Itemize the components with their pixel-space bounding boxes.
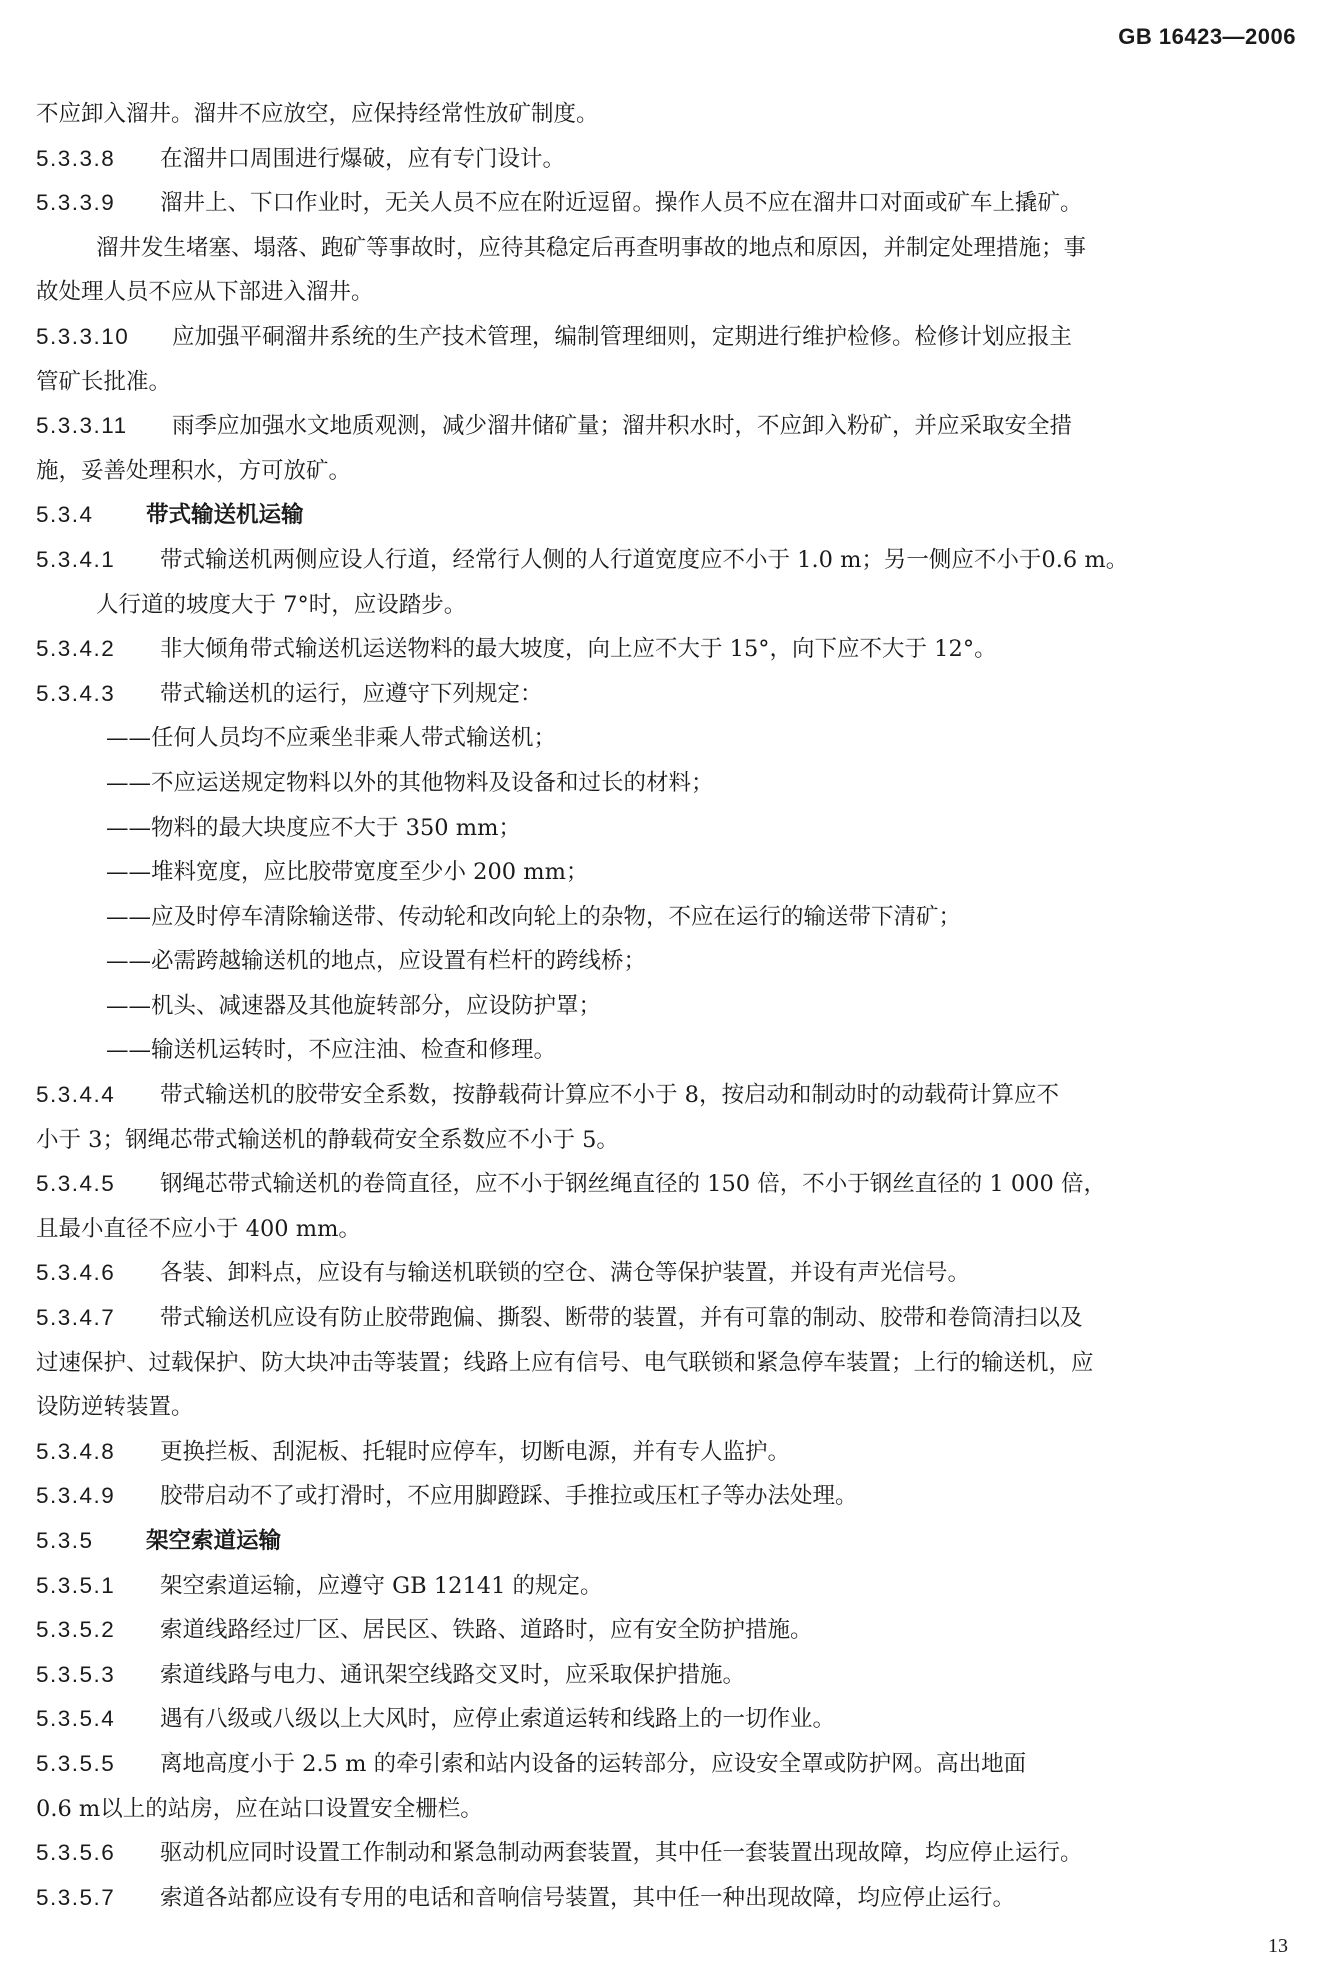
clause-text: 人行道的坡度大于 7°时，应设踏步。 xyxy=(96,591,467,618)
list-item xyxy=(36,761,1294,806)
paragraph-line xyxy=(36,92,1294,137)
paragraph-line xyxy=(36,583,1294,628)
paragraph-line xyxy=(36,449,1294,494)
list-item xyxy=(36,939,1294,984)
clause-number: 5.3.5.5 xyxy=(36,1750,116,1776)
clause-text: 驱动机应同时设置工作制动和紧急制动两套装置，其中任一套装置出现故障，均应停止运行。 xyxy=(160,1840,1083,1867)
clause-text: 过速保护、过载保护、防大块冲击等装置；线路上应有信号、电气联锁和紧急停车装置；上行的输送机，应 xyxy=(36,1349,1094,1376)
clause-number: 5.3.5.4 xyxy=(36,1706,116,1732)
section-heading xyxy=(36,1519,1294,1564)
clause-number: 5.3.3.11 xyxy=(36,413,128,439)
clause-text: 钢绳芯带式输送机的卷筒直径，应不小于钢丝绳直径的 150 倍，不小于钢丝直径的 1 000 倍， xyxy=(160,1171,1106,1198)
paragraph-line xyxy=(36,1385,1294,1430)
clause-line xyxy=(36,315,1294,360)
clause-text: 非大倾角带式输送机运送物料的最大坡度，向上应不大于 15°，向下应不大于 12°。 xyxy=(160,636,997,663)
clause-text: 带式输送机的运行，应遵守下列规定： xyxy=(160,680,543,707)
clause-line xyxy=(36,1162,1294,1207)
clause-text: 在溜井口周围进行爆破，应有专门设计。 xyxy=(160,145,566,172)
clause-text: ——堆料宽度，应比胶带宽度至少小 200 mm； xyxy=(106,859,589,886)
paragraph-line xyxy=(36,1207,1294,1252)
clause-line xyxy=(36,627,1294,672)
clause-number: 5.3.4.8 xyxy=(36,1438,116,1464)
clause-line xyxy=(36,1251,1294,1296)
list-item xyxy=(36,1028,1294,1073)
list-item xyxy=(36,984,1294,1029)
list-item xyxy=(36,895,1294,940)
clause-number: 5.3.4.7 xyxy=(36,1305,116,1331)
clause-number: 5.3.5.2 xyxy=(36,1617,116,1643)
paragraph-line xyxy=(36,360,1294,405)
paragraph-line xyxy=(36,1118,1294,1163)
section-title: 带式输送机运输 xyxy=(146,502,304,529)
clause-text: 不应卸入溜井。溜井不应放空，应保持经常性放矿制度。 xyxy=(36,101,599,127)
clause-number: 5.3.5.6 xyxy=(36,1840,116,1866)
clause-text: 溜井发生堵塞、塌落、跑矿等事故时，应待其稳定后再查明事故的地点和原因，并制定处理措施；事 xyxy=(96,234,1087,261)
clause-text: 带式输送机的胶带安全系数，按静载荷计算应不小于 8，按启动和制动时的动载荷计算应不 xyxy=(160,1082,1059,1109)
clause-text: ——物料的最大块度应不大于 350 mm； xyxy=(106,814,521,841)
clause-text: ——任何人员均不应乘坐非乘人带式输送机； xyxy=(106,725,557,752)
clause-line xyxy=(36,672,1294,717)
page-number: 13 xyxy=(1268,1935,1288,1957)
list-item xyxy=(36,806,1294,851)
clause-number: 5.3.3.9 xyxy=(36,190,116,216)
clause-number: 5.3.4.2 xyxy=(36,636,116,662)
section-number: 5.3.5 xyxy=(36,1528,94,1553)
clause-line xyxy=(36,1564,1294,1609)
clause-number: 5.3.3.8 xyxy=(36,145,116,171)
clause-number: 5.3.4.3 xyxy=(36,680,116,706)
list-item xyxy=(36,850,1294,895)
clause-text: ——机头、减速器及其他旋转部分，应设防护罩； xyxy=(106,992,602,1019)
clause-text: 小于 3；钢绳芯带式输送机的静载荷安全系数应不小于 5。 xyxy=(36,1126,619,1153)
clause-text: ——输送机运转时，不应注油、检查和修理。 xyxy=(106,1037,557,1064)
clause-text: 施，妥善处理积水，方可放矿。 xyxy=(36,457,352,484)
section-number: 5.3.4 xyxy=(36,502,94,528)
clause-line xyxy=(36,538,1294,583)
clause-line xyxy=(36,1073,1294,1118)
paragraph-line xyxy=(36,1341,1294,1386)
clause-number: 5.3.4.9 xyxy=(36,1483,116,1509)
clause-text: 索道各站都应设有专用的电话和音响信号装置，其中任一种出现故障，均应停止运行。 xyxy=(160,1884,1016,1911)
clause-line xyxy=(36,1697,1294,1742)
clause-text: ——不应运送规定物料以外的其他物料及设备和过长的材料； xyxy=(106,769,714,796)
clause-line xyxy=(36,181,1294,226)
clause-number: 5.3.4.1 xyxy=(36,546,116,572)
clause-line xyxy=(36,1608,1294,1653)
clause-line xyxy=(36,1430,1294,1475)
clause-line xyxy=(36,1876,1294,1921)
paragraph-line xyxy=(36,270,1294,315)
clause-text: 带式输送机应设有防止胶带跑偏、撕裂、断带的装置，并有可靠的制动、胶带和卷筒清扫以及 xyxy=(160,1305,1083,1332)
clause-text: 胶带启动不了或打滑时，不应用脚蹬踩、手推拉或压杠子等办法处理。 xyxy=(160,1483,858,1510)
clause-text: 架空索道运输，应遵守 GB 12141 的规定。 xyxy=(160,1572,603,1599)
clause-line xyxy=(36,1831,1294,1876)
section-heading xyxy=(36,493,1294,538)
clause-text: 故处理人员不应从下部进入溜井。 xyxy=(36,279,374,306)
section-title: 架空索道运输 xyxy=(146,1528,282,1554)
clause-text: 应加强平硐溜井系统的生产技术管理，编制管理细则，定期进行维护检修。检修计划应报主 xyxy=(172,323,1073,350)
clause-text: 带式输送机两侧应设人行道，经常行人侧的人行道宽度应不小于 1.0 m；另一侧应不小于0.6 m。 xyxy=(160,546,1129,573)
clause-text: 更换拦板、刮泥板、托辊时应停车，切断电源，并有专人监护。 xyxy=(160,1438,791,1465)
clause-text: ——应及时停车清除输送带、传动轮和改向轮上的杂物，不应在运行的输送带下清矿； xyxy=(106,903,962,930)
clause-line xyxy=(36,404,1294,449)
clause-number: 5.3.5.7 xyxy=(36,1884,116,1910)
clause-number: 5.3.5.3 xyxy=(36,1661,116,1687)
clause-text: 索道线路与电力、通讯架空线路交叉时，应采取保护措施。 xyxy=(160,1661,746,1688)
clause-text: 管矿长批准。 xyxy=(36,368,172,395)
clause-number: 5.3.5.1 xyxy=(36,1572,116,1598)
clause-line xyxy=(36,1742,1294,1787)
document-body xyxy=(36,92,1294,1920)
clause-text: 雨季应加强水文地质观测，减少溜井储矿量；溜井积水时，不应卸入粉矿，并应采取安全措 xyxy=(172,413,1073,440)
clause-text: 离地高度小于 2.5 m 的牵引索和站内设备的运转部分，应设安全罩或防护网。高出地面 xyxy=(160,1750,1027,1777)
clause-line xyxy=(36,1296,1294,1341)
clause-text: 溜井上、下口作业时，无关人员不应在附近逗留。操作人员不应在溜井口对面或矿车上撬矿。 xyxy=(160,190,1083,217)
clause-text: 遇有八级或八级以上大风时，应停止索道运转和线路上的一切作业。 xyxy=(160,1706,836,1733)
paragraph-line xyxy=(36,1787,1294,1832)
clause-number: 5.3.4.4 xyxy=(36,1082,116,1108)
clause-line xyxy=(36,1474,1294,1519)
clause-text: 各装、卸料点，应设有与输送机联锁的空仓、满仓等保护装置，并设有声光信号。 xyxy=(160,1260,971,1287)
clause-number: 5.3.4.5 xyxy=(36,1171,116,1197)
clause-number: 5.3.3.10 xyxy=(36,323,130,349)
clause-text: ——必需跨越输送机的地点，应设置有栏杆的跨线桥； xyxy=(106,948,647,975)
clause-text: 且最小直径不应小于 400 mm。 xyxy=(36,1215,361,1242)
clause-line xyxy=(36,1653,1294,1698)
clause-line xyxy=(36,137,1294,182)
paragraph-line xyxy=(36,226,1294,271)
clause-text: 0.6 m以上的站房，应在站口设置安全栅栏。 xyxy=(36,1795,483,1822)
clause-text: 索道线路经过厂区、居民区、铁路、道路时，应有安全防护措施。 xyxy=(160,1617,813,1644)
clause-text: 设防逆转装置。 xyxy=(36,1394,194,1421)
standard-number: GB 16423—2006 xyxy=(1118,24,1296,49)
clause-number: 5.3.4.6 xyxy=(36,1260,116,1286)
list-item xyxy=(36,716,1294,761)
